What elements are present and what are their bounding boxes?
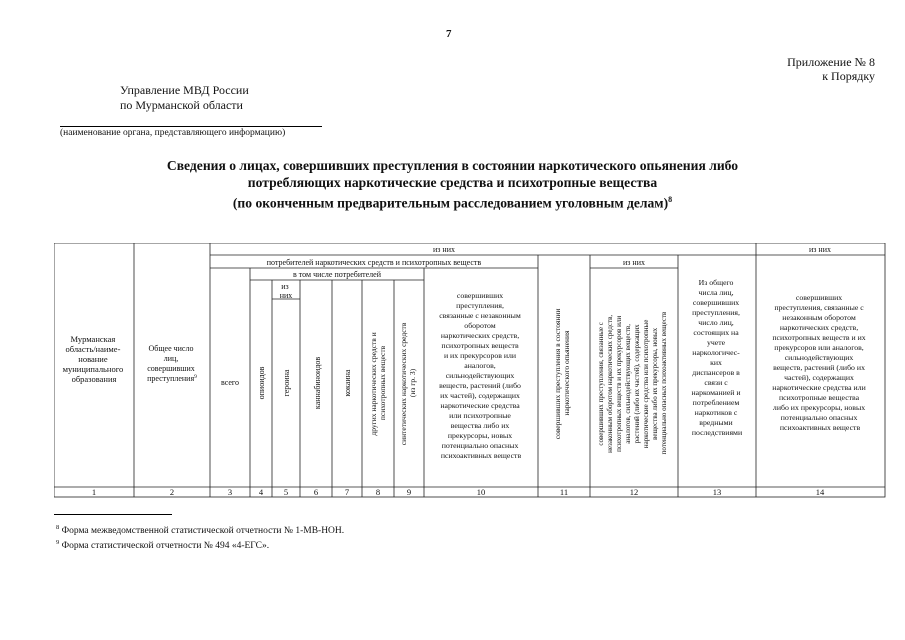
organization-underline bbox=[60, 126, 322, 127]
col-number-4: 4 bbox=[258, 487, 264, 497]
title-footnote-mark: 8 bbox=[668, 195, 673, 204]
col1-line-3: нование bbox=[78, 354, 108, 364]
footnote-8 bbox=[56, 524, 344, 536]
report-table bbox=[54, 243, 889, 501]
footnote-8-text: Форма межведомственной статистической отчетности № 1-МВ-НОН. bbox=[61, 526, 345, 537]
organization-line-1: Управление МВД России bbox=[120, 83, 249, 97]
organization-name bbox=[120, 83, 249, 113]
header-consumers: потребителей наркотических средств и психотропных веществ bbox=[266, 258, 482, 267]
header-incl-consumers: в том числе потребителей bbox=[292, 270, 382, 279]
header-iz-nih-heroin-1: из bbox=[281, 282, 289, 291]
col14-header: совершивших преступления, связанные с незаконным оборотом наркотических средств, психотропных веществ и их прекурсоров или аналогов, сильнодействующих веществ, растений (либо их частей), содержащих наркотические средства или психотропные вещества либо их прекурсоры, новых потенциально опасных психоактивных веществ bbox=[772, 293, 866, 432]
annex-line-2: к Порядку bbox=[822, 69, 875, 83]
col2-header bbox=[147, 344, 197, 383]
col-number-3: 3 bbox=[227, 487, 233, 497]
col1-header bbox=[63, 334, 126, 384]
col13-header: Из общего числа лиц, совершивших преступления, число лиц, состоящих на учете наркологичес- ких диспансеров в связи с наркоманией и потреблением наркотиков с вредными последствиями bbox=[691, 278, 743, 437]
col5-header: героина bbox=[282, 369, 291, 397]
annex-line-1: Приложение № 8 bbox=[787, 55, 875, 69]
col1-line-5: образования bbox=[71, 374, 117, 384]
col2-line-1: Общее число bbox=[148, 344, 194, 353]
col12-header: совершивших преступления, связанные с незаконным оборотом наркотических средств, психотропных веществ и их прекурсоров или аналогов, сильнодействующих веществ, растений (либо их частей), содержащих наркотические средства или психотропные вещества либо их прекурсоры, новых потенциально опасных психоактивных веществ bbox=[597, 311, 668, 455]
col1-line-1: Мурманская bbox=[70, 334, 116, 344]
title-line-3: (по оконченным предварительным расследованием уголовным делам)$^8$ bbox=[232, 195, 673, 211]
col1-line-2: область/наиме- bbox=[65, 344, 121, 354]
col8-header: других наркотических средств и психотропных веществ bbox=[369, 332, 387, 436]
organization-line-2: по Мурманской области bbox=[120, 98, 243, 112]
col2-line-3: совершивших bbox=[147, 364, 195, 373]
footnote-separator bbox=[54, 514, 172, 515]
col-number-9: 9 bbox=[406, 487, 412, 497]
col-number-11: 11 bbox=[559, 487, 569, 497]
header-iz-nih-heroin-2: них bbox=[279, 291, 293, 300]
col-number-14: 14 bbox=[815, 487, 825, 497]
col11-header: совершивших преступления в состоянии наркотического опьянения bbox=[553, 308, 571, 440]
col-number-6: 6 bbox=[313, 487, 319, 497]
col-number-13: 13 bbox=[712, 487, 722, 497]
footnote-8-mark: 8 bbox=[56, 524, 60, 531]
col-number-2: 2 bbox=[169, 487, 175, 497]
footnote-9-text: Форма статистической отчетности № 494 «4-ЕГС». bbox=[61, 541, 270, 552]
annex-label bbox=[787, 55, 875, 83]
col6-header: каннабиноидов bbox=[313, 356, 322, 410]
col2-line-2: лиц, bbox=[163, 354, 179, 363]
col-number-5: 5 bbox=[283, 487, 289, 497]
page-number: 7 bbox=[446, 28, 452, 40]
footnote-9-mark: 9 bbox=[56, 539, 60, 546]
col7-header: кокаина bbox=[343, 369, 352, 397]
title-line-2: потребляющих наркотические средства и психотропные вещества bbox=[247, 175, 658, 190]
header-iz-nih-heroin bbox=[280, 282, 293, 300]
header-iz-nih-short: из них bbox=[622, 258, 646, 267]
col-number-12: 12 bbox=[629, 487, 639, 497]
col-number-8: 8 bbox=[375, 487, 381, 497]
organization-note: (наименование органа, представляющего информацию) bbox=[60, 128, 286, 138]
col1-line-4: муниципального bbox=[62, 364, 124, 374]
header-iz-nih: из них bbox=[432, 245, 456, 254]
report-title bbox=[60, 157, 845, 212]
col4-header: опиоидов bbox=[257, 366, 266, 400]
col2-line-4: преступления$^9$ bbox=[147, 374, 197, 383]
col-number-1: 1 bbox=[91, 487, 97, 497]
col3-header: всего bbox=[220, 378, 240, 387]
title-line-1: Сведения о лицах, совершивших преступления в состоянии наркотического опьянения либо bbox=[166, 158, 739, 173]
col-number-10: 10 bbox=[476, 487, 486, 497]
footnote-9 bbox=[56, 539, 269, 551]
header-iz-nih-right: из них bbox=[808, 245, 832, 254]
col-number-7: 7 bbox=[344, 487, 350, 497]
col10-header: совершивших преступления, связанные с незаконным оборотом наркотических средств, психотропных веществ и их прекурсоров или аналогов, сильнодействующих веществ, растений (либо их частей), содержащих наркотические средства или психотропные вещества либо их прекурсоры, новых потенциально опасных психоактивных веществ bbox=[439, 291, 522, 460]
col9-header: синтетических наркотических средств (из гр. 3) bbox=[399, 322, 417, 446]
